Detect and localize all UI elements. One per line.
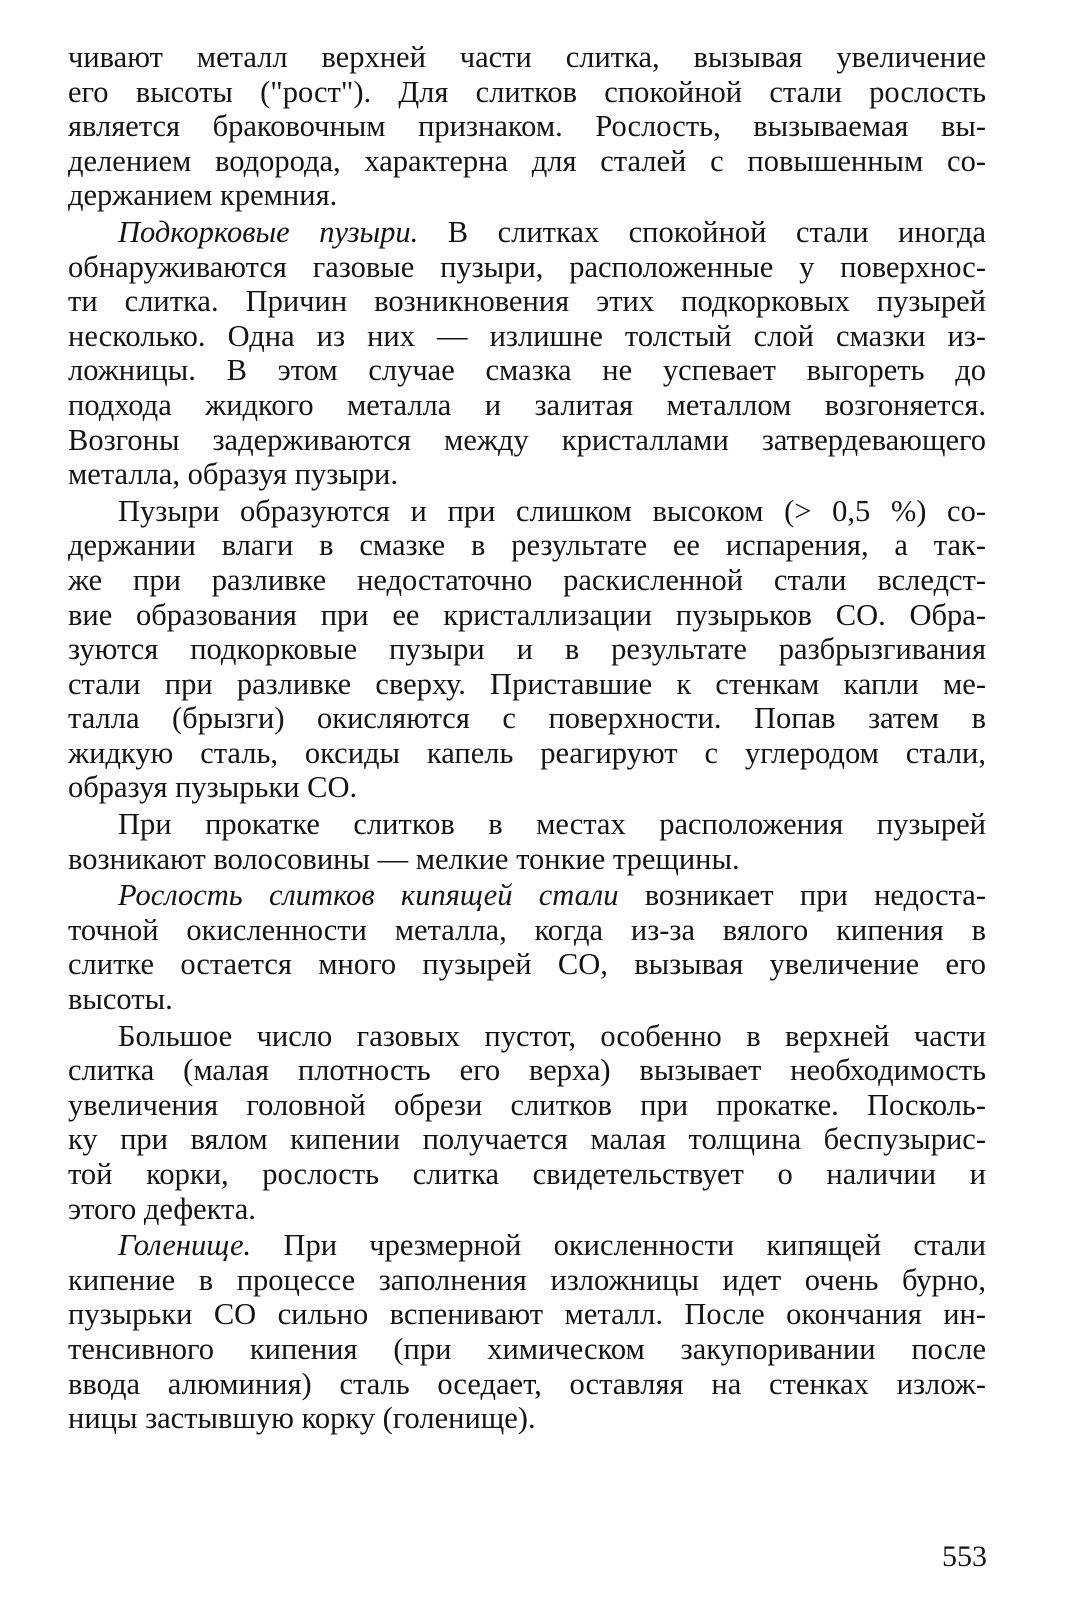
italic-term: Рослость слитков кипящей стали [118,878,619,913]
text-line: зуются подкорковые пузыри и в результате разбрызгивания [68,632,986,667]
text-line: слитка (малая плотность его верха) вызывает необходимость [68,1053,986,1088]
text-line: тенсивного кипения (при химическом закупоривании после [68,1331,986,1366]
text-line [68,1228,986,1263]
text-line: кипение в процессе заполнения изложницы идет очень бурно, [68,1262,986,1297]
text-line: ницы застывшую корку (голенище). [68,1401,536,1436]
text-line: металла, образуя пузыри. [68,457,398,492]
paragraph [68,1019,986,1227]
text-line: жидкую сталь, оксиды капель реагируют с углеродом стали, [68,735,986,770]
text-line: стали при разливке сверху. Приставшие к стенкам капли ме- [68,666,986,701]
text-line: точной окисленности металла, когда из-за вялого кипения в [68,912,986,947]
text-line: чивают металл верхней части слитка, вызывая увеличение [68,40,986,74]
text-line: Пузыри образуются и при слишком высоком (> 0,5 %) со- [118,493,986,528]
paragraph [68,1228,986,1436]
text-line: подхода жидкого металла и залитая металлом возгоняется. [68,387,986,422]
text-line: возникают волосовины — мелкие тонкие трещины. [68,841,740,876]
text-line: слитке остается много пузырей СО, вызывая увеличение его [68,947,986,982]
text-run: При чрезмерной окисленности кипящей стали [251,1228,986,1263]
text-line: ввода алюминия) сталь оседает, оставляя на стенках излож- [68,1366,986,1401]
text-line: Возгоны задерживаются между кристаллами затвердевающего [68,422,986,457]
text-line: ти слитка. Причин возникновения этих подкорковых пузырей [68,284,986,319]
page-number: 553 [942,1540,987,1573]
text-line [68,878,986,913]
text-line [68,215,986,250]
text-line: его высоты ("рост"). Для слитков спокойной стали рослость [68,74,986,109]
italic-term: Подкорковые пузыри. [118,214,419,249]
text-line: той корки, рослость слитка свидетельствует о наличии и [68,1157,986,1191]
paragraph [68,807,986,876]
paragraph [68,40,986,213]
text-line: Большое число газовых пустот, особенно в верхней части [118,1018,986,1053]
text-run: возникает при недоста- [618,878,986,913]
text-line: При прокатке слитков в местах расположения пузырей [118,807,986,842]
text-line: талла (брызги) окисляются с поверхности. Попав затем в [68,701,986,736]
text-line: обнаруживаются газовые пузыри, расположенные у поверхнос- [68,249,986,284]
text-line: пузырьки СО сильно вспенивают металл. После окончания ин- [68,1297,986,1332]
paragraph [68,494,986,805]
text-line: образуя пузырьки СО. [68,770,358,805]
text-line: этого дефекта. [68,1191,256,1226]
text-line: ку при вялом кипении получается малая толщина беспузырис- [68,1122,986,1157]
text-line: ложницы. В этом случае смазка не успевает выгореть до [68,353,986,388]
text-line: держании влаги в смазке в результате ее испарения, а так- [68,528,986,563]
body-text [68,40,986,1436]
text-line: увеличения головной обрези слитков при прокатке. Посколь- [68,1087,986,1122]
text-line: вие образования при ее кристаллизации пузырьков СО. Обра- [68,597,986,632]
text-line: же при разливке недостаточно раскисленной стали вследст- [68,562,986,597]
text-run: В слитках спокойной стали иногда [418,214,986,249]
text-line: делением водорода, характерна для сталей с повышенным со- [68,143,986,178]
paragraph [68,878,986,1016]
italic-term: Голенище. [118,1228,252,1263]
paragraph [68,215,986,492]
text-line: держанием кремния. [68,178,338,213]
text-line: является браковочным признаком. Рослость, вызываемая вы- [68,109,986,144]
text-line: высоты. [68,982,173,1017]
text-line: несколько. Одна из них — излишне толстый слой смазки из- [68,318,986,353]
